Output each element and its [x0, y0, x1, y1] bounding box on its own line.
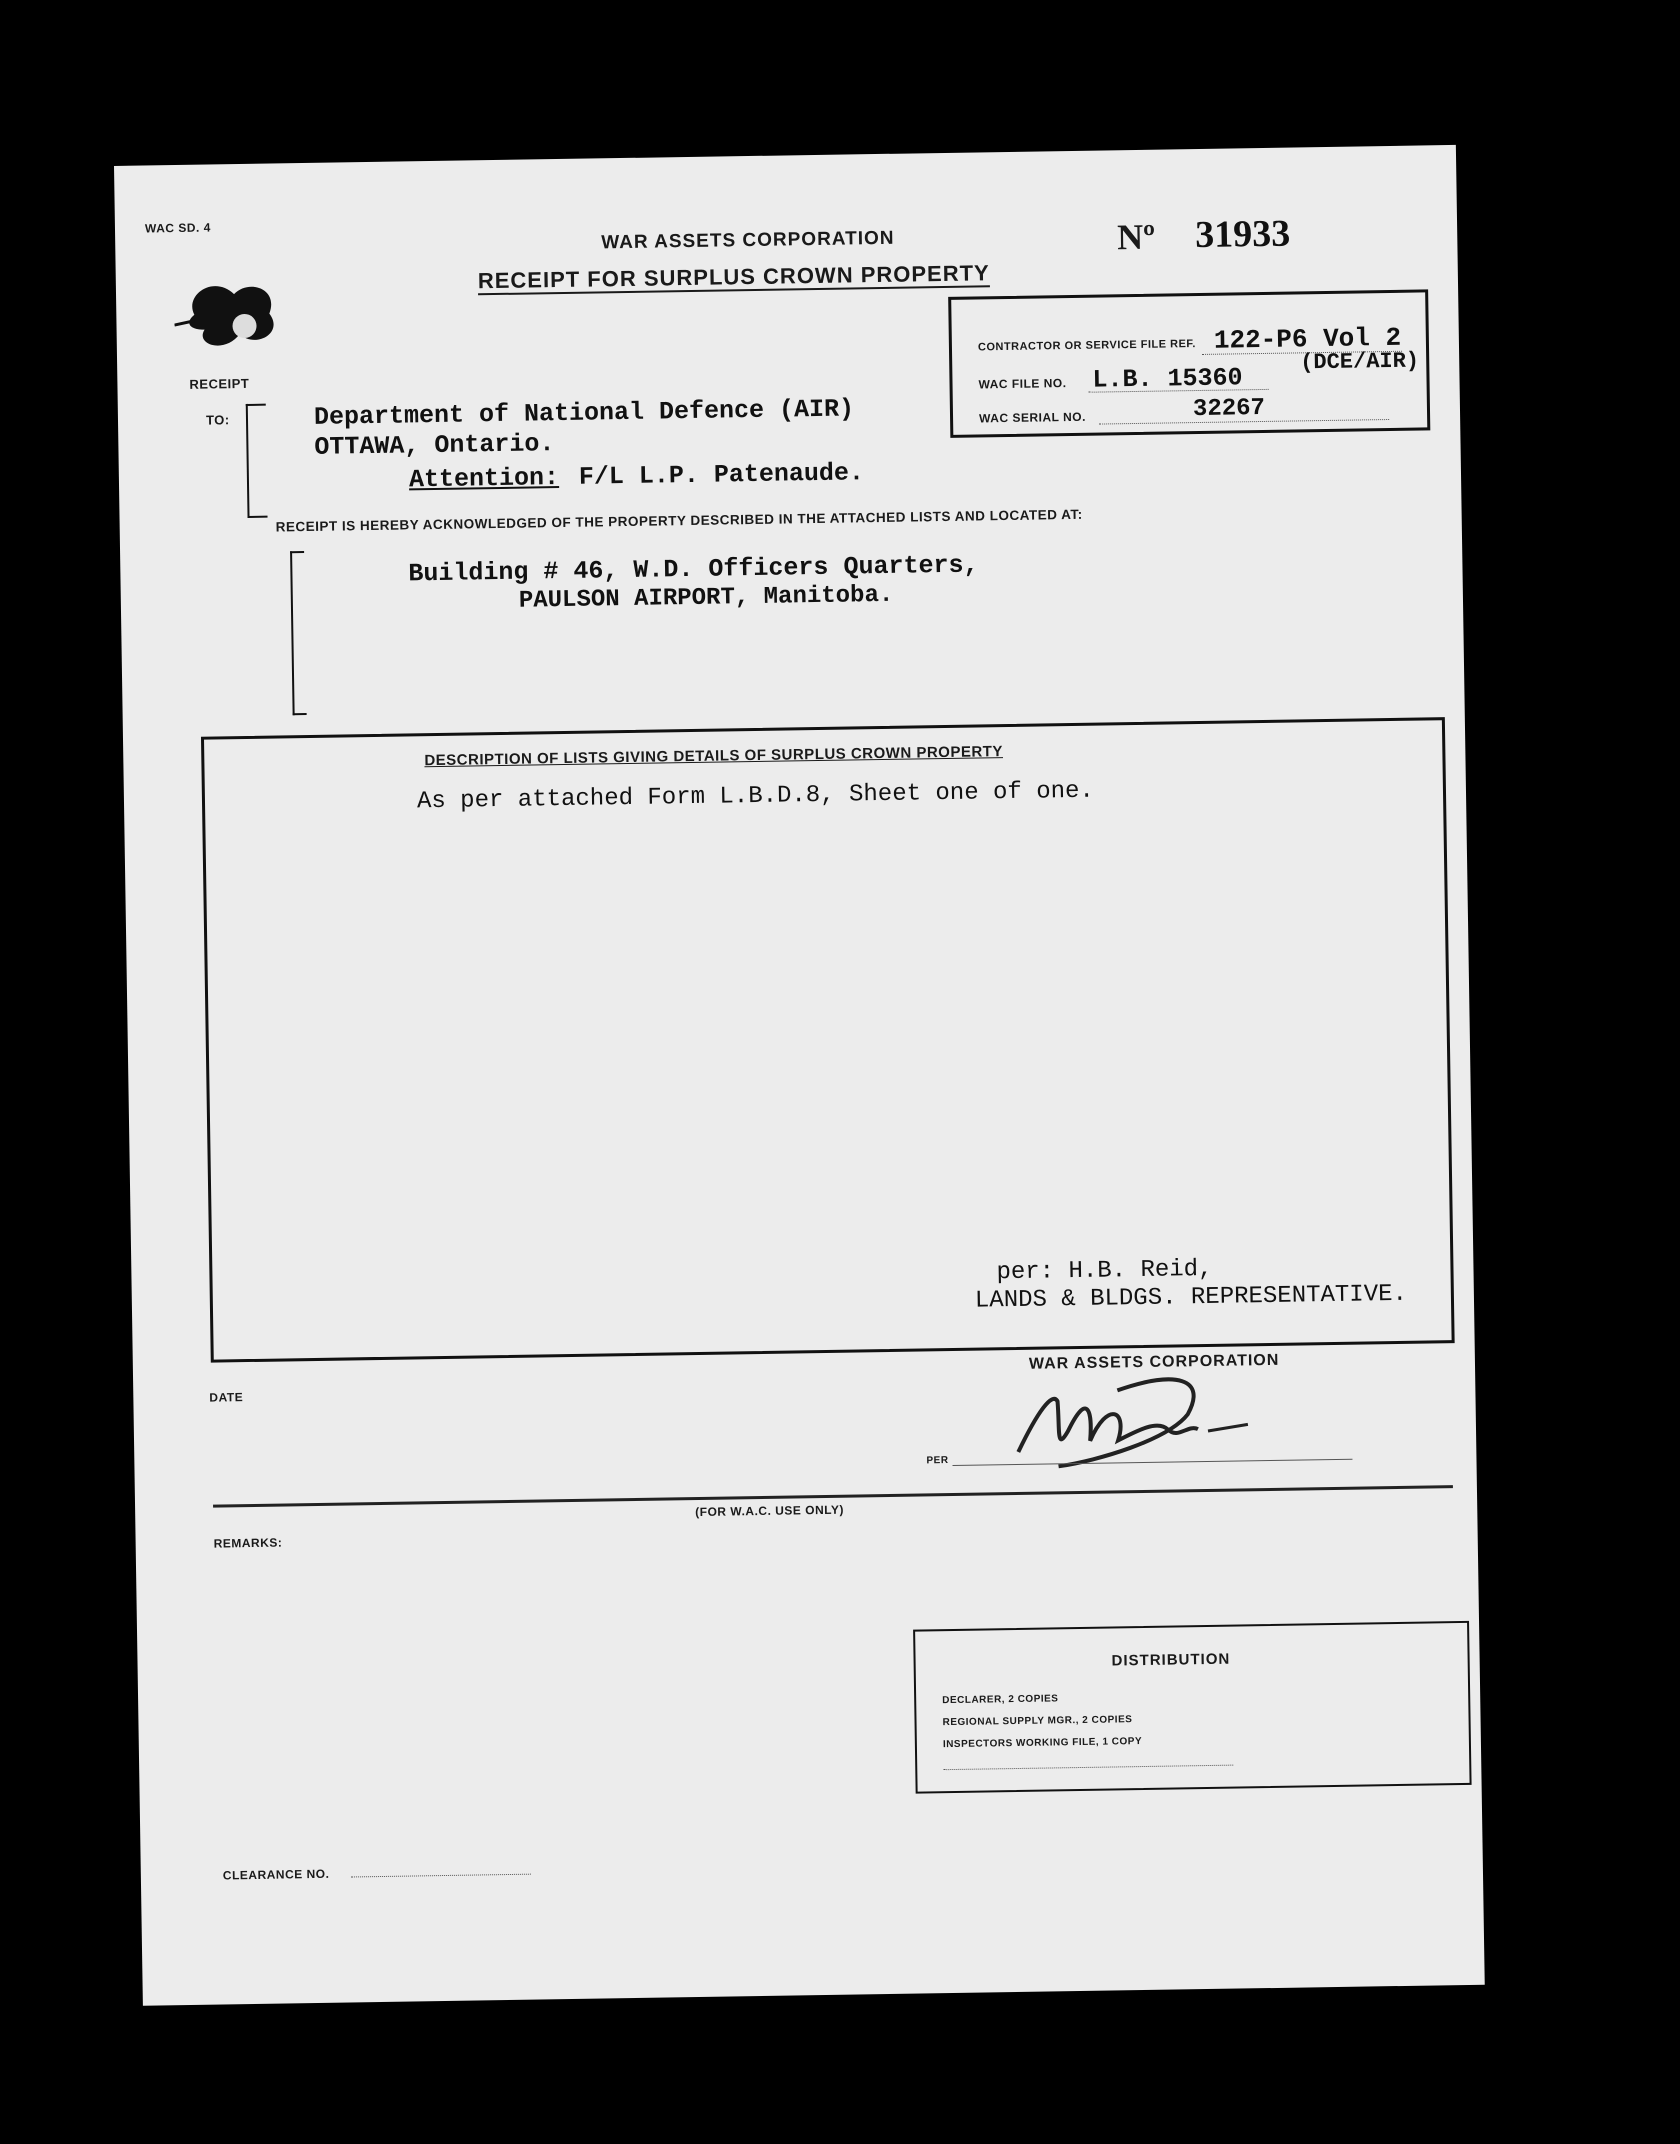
contractor-file-label: CONTRACTOR OR SERVICE FILE REF.: [977, 338, 1197, 354]
to-label: TO:: [205, 412, 230, 428]
acknowledgement-text: RECEIPT IS HEREBY ACKNOWLEDGED OF THE PROPERTY DESCRIBED IN THE ATTACHED LISTS AND LOCATED AT:: [275, 506, 1083, 535]
location-line-2: PAULSON AIRPORT, Manitoba.: [518, 581, 894, 615]
attention-value: F/L L.P. Patenaude.: [578, 458, 865, 492]
wac-file-value: L.B. 15360: [1092, 363, 1243, 395]
description-text: As per attached Form L.B.D.8, Sheet one of one.: [416, 777, 1095, 816]
corporation-name: WAR ASSETS CORPORATION: [601, 227, 895, 254]
signature-image: [997, 1368, 1299, 1483]
reference-box: [948, 289, 1430, 438]
description-box: [201, 717, 1455, 1362]
ink-stamp-mark: [174, 273, 285, 355]
to-line-1: Department of National Defence (AIR): [313, 394, 855, 432]
wac-file-label: WAC FILE NO.: [978, 376, 1067, 392]
receipt-label: RECEIPT: [189, 375, 250, 392]
to-line-2: OTTAWA, Ontario.: [314, 429, 555, 462]
description-heading: DESCRIPTION OF LISTS GIVING DETAILS OF SURPLUS CROWN PROPERTY: [424, 743, 1004, 770]
distribution-item-3: INSPECTORS WORKING FILE, 1 COPY: [942, 1736, 1143, 1751]
receipt-number: 31933: [1194, 212, 1291, 257]
form-code: WAC SD. 4: [144, 220, 211, 236]
form-title: RECEIPT FOR SURPLUS CROWN PROPERTY: [477, 260, 990, 294]
attention-label: Attention:: [408, 463, 560, 495]
to-bracket: [246, 404, 268, 518]
contractor-file-value-2: (DCE/AIR): [1300, 348, 1420, 376]
location-line-1: Building # 46, W.D. Officers Quarters,: [408, 550, 979, 589]
distribution-item-2: REGIONAL SUPPLY MGR., 2 COPIES: [942, 1714, 1133, 1729]
receipt-form: [114, 145, 1485, 2006]
date-label: DATE: [209, 1390, 244, 1405]
clearance-label: CLEARANCE NO.: [222, 1866, 330, 1883]
remarks-label: REMARKS:: [213, 1535, 283, 1551]
distribution-title: DISTRIBUTION: [1111, 1650, 1231, 1670]
location-bracket: [290, 551, 307, 715]
signature-corporation: WAR ASSETS CORPORATION: [1028, 1351, 1280, 1373]
receipt-number-label: Nº: [1116, 216, 1156, 258]
wac-use-only: (FOR W.A.C. USE ONLY): [695, 1502, 845, 1520]
contractor-file-value: 122-P6 Vol 2: [1213, 322, 1402, 356]
per-line: per: H.B. Reid,: [996, 1255, 1213, 1287]
representative-line: LANDS & BLDGS. REPRESENTATIVE.: [974, 1280, 1408, 1315]
distribution-item-1: DECLARER, 2 COPIES: [942, 1693, 1059, 1707]
wac-serial-value: 32267: [1192, 394, 1266, 424]
wac-serial-label: WAC SERIAL NO.: [978, 409, 1086, 426]
per-label: PER: [926, 1455, 949, 1467]
distribution-box: [913, 1621, 1472, 1794]
